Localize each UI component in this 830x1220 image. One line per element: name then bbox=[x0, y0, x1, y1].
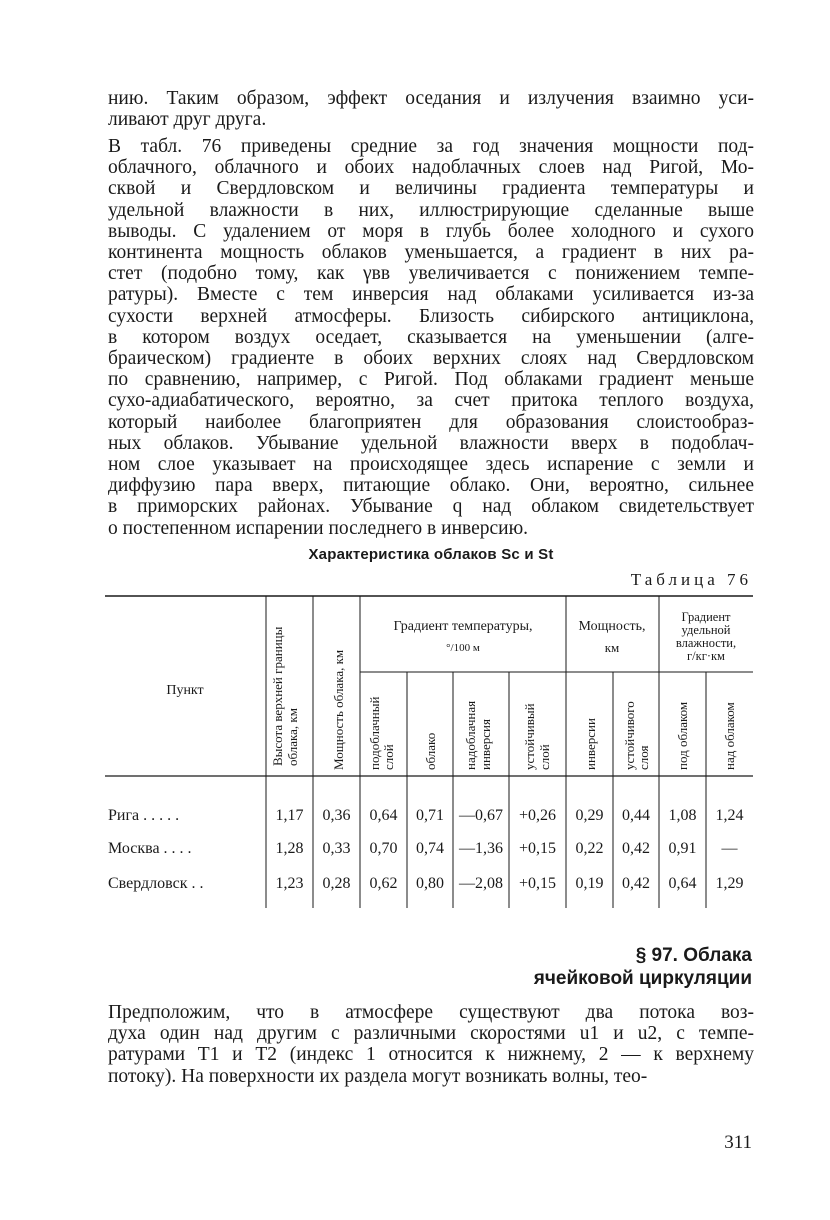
header-inversion: инверсии bbox=[583, 718, 598, 770]
text-line: диффузию пара вверх, питающие облако. Они, вероятно, сильнее bbox=[108, 475, 754, 497]
header-subcloud: слой bbox=[381, 744, 396, 770]
text-line: стет (подобно тому, как γвв увеличивается с понижением темпе- bbox=[108, 263, 754, 285]
text-line: В табл. 76 приведены средние за год значения мощности под- bbox=[108, 136, 754, 157]
table-cell: 0,71 bbox=[416, 807, 444, 824]
table-cell: 0,33 bbox=[322, 840, 351, 857]
text-line: сквой и Свердловском и величины градиента температуры и bbox=[108, 178, 754, 200]
header-stable-layer: слоя bbox=[636, 745, 651, 770]
table-cell: 0,44 bbox=[622, 807, 650, 824]
table-cell: —1,36 bbox=[459, 840, 503, 857]
text-line: облачного, облачного и обоих надоблачных слоев над Ригой, Мо- bbox=[108, 157, 754, 179]
text-line: по сравнению, например, с Ригой. Под облаками градиент меньше bbox=[108, 369, 754, 391]
table-cell: 0,91 bbox=[668, 840, 697, 857]
table-cell: 1,17 bbox=[275, 807, 304, 824]
table-cell: 0,29 bbox=[575, 807, 604, 824]
text-line: ливают друг друга. bbox=[108, 109, 267, 131]
header-point: Пункт bbox=[166, 683, 204, 698]
table-cell: 1,23 bbox=[275, 875, 304, 892]
header-stable-layer: устойчивого bbox=[622, 701, 637, 770]
text-line: ных облаков. Убывание удельной влажности вверх в подоблач- bbox=[108, 432, 754, 454]
header-thickness: Мощность облака, км bbox=[331, 649, 346, 770]
text-line: духа один над другим с различными скоростями u1 и u2, с темпе- bbox=[108, 1023, 754, 1045]
text-line: ном слое указывает на происходящее здесь испарение с земли и bbox=[108, 454, 754, 476]
header-top-height: Высота верхней границы bbox=[270, 626, 285, 766]
text-line: браическом) градиенте в обоих верхних слоях над Свердловском bbox=[108, 348, 754, 370]
header-gradient: Градиент температуры, bbox=[393, 619, 533, 634]
table-cell: —2,08 bbox=[459, 875, 503, 892]
table-caption: Характеристика облаков Sc и St bbox=[308, 546, 554, 563]
text-line: нию. Таким образом, эффект оседания и излучения взаимно уси- bbox=[108, 88, 754, 109]
text-line: сухости верхней атмосферы. Близость сибирского антициклона, bbox=[108, 305, 754, 327]
table-cell: 1,24 bbox=[715, 807, 744, 824]
header-cloud: облако bbox=[423, 732, 438, 770]
table-cell: +0,15 bbox=[518, 875, 557, 892]
text-line: выводы. С удалением от моря в глубь более холодного и сухого bbox=[108, 220, 754, 242]
table-cell: 0,80 bbox=[416, 875, 444, 892]
header-top-height: облака, км bbox=[285, 708, 300, 766]
table-cell: 0,22 bbox=[575, 840, 604, 857]
table-cell: 1,28 bbox=[275, 840, 304, 857]
text-line: о постепенном испарении последнего в инверсию. bbox=[108, 517, 529, 539]
header-stable: слой bbox=[537, 744, 552, 770]
header-power: Мощность, bbox=[578, 619, 646, 634]
header-above-inversion: надоблачная bbox=[463, 700, 478, 770]
row-point: Рига . . . . . bbox=[108, 807, 180, 824]
table-cell: 0,42 bbox=[622, 875, 650, 892]
header-gradient-unit: °/100 м bbox=[446, 642, 480, 654]
table-cell: +0,26 bbox=[518, 807, 557, 824]
table-cell: —0,67 bbox=[459, 807, 503, 824]
text-line: Предположим, что в атмосфере существуют два потока воз- bbox=[108, 1002, 754, 1023]
header-above-inversion: инверсия bbox=[478, 719, 493, 770]
table-cell: 0,28 bbox=[322, 875, 351, 892]
header-humidity: удельной bbox=[681, 623, 731, 637]
table-cell: 0,19 bbox=[575, 875, 604, 892]
text-line: ратуры). Вместе с тем инверсия над облаками усиливается из-за bbox=[108, 284, 754, 306]
table-cell: — bbox=[721, 840, 738, 857]
table-cell: 0,64 bbox=[668, 875, 697, 892]
row-point: Москва . . . . bbox=[108, 840, 192, 857]
header-subcloud: подоблачный bbox=[367, 696, 382, 770]
header-power-unit: км bbox=[604, 640, 620, 655]
table-cell: 0,42 bbox=[622, 840, 650, 857]
table-number: Таблица 76 bbox=[630, 570, 752, 589]
table-text bbox=[108, 610, 744, 892]
table-cell: 1,29 bbox=[715, 875, 744, 892]
text-line: ратурами T1 и T2 (индекс 1 относится к нижнему, 2 — к верхнему bbox=[108, 1044, 754, 1066]
text-line: в приморских районах. Убывание q над облаком свидетельствует bbox=[108, 496, 754, 518]
section-heading-number: § 97. Облака bbox=[635, 945, 752, 966]
table-cell: 0,62 bbox=[369, 875, 398, 892]
text-line: потоку). На поверхности их раздела могут возникать волны, тео- bbox=[108, 1065, 648, 1087]
table-cell: +0,15 bbox=[518, 840, 557, 857]
table-cell: 0,36 bbox=[322, 807, 351, 824]
header-stable: устойчивый bbox=[522, 703, 537, 770]
text-line: в котором воздух оседает, сказывается на уменьшении (алге- bbox=[108, 326, 754, 348]
section-heading-title: ячейковой циркуляции bbox=[533, 968, 752, 989]
text-line: сухо-адиабатического, вероятно, за счет притока теплого воздуха, bbox=[108, 390, 754, 412]
header-humidity: Градиент bbox=[681, 610, 731, 624]
table-cell: 0,74 bbox=[416, 840, 444, 857]
row-point: Свердловск . . bbox=[108, 875, 204, 892]
header-under-cloud: под облаком bbox=[675, 701, 690, 770]
text-line: удельной влажности в них, иллюстрирующие сделанные выше bbox=[108, 199, 754, 221]
table-cell: 1,08 bbox=[668, 807, 697, 824]
text-line: который наиболее благоприятен для образования слоистообраз- bbox=[108, 411, 754, 433]
text-line: континента мощность облаков уменьшается, а градиент в них ра- bbox=[108, 242, 754, 264]
header-humidity: г/кг·км bbox=[687, 649, 725, 663]
page-number: 311 bbox=[724, 1132, 752, 1153]
paragraph-cell-circulation bbox=[108, 1002, 754, 1087]
table-cell: 0,64 bbox=[369, 807, 398, 824]
table-cell: 0,70 bbox=[369, 840, 398, 857]
header-humidity: влажности, bbox=[675, 636, 737, 650]
header-over-cloud: над облаком bbox=[722, 702, 737, 770]
